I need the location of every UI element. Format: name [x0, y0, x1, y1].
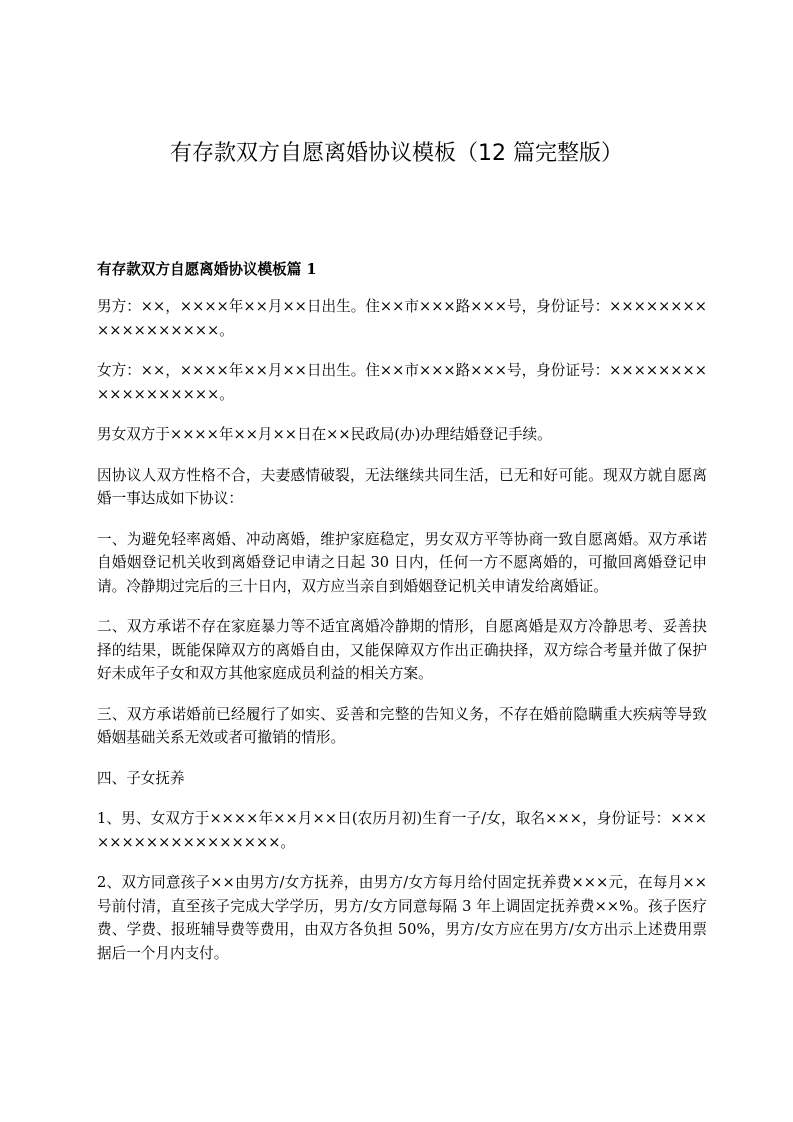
paragraph-clause-2: 二、双方承诺不存在家庭暴力等不适宜离婚冷静期的情形，自愿离婚是双方冷静思考、妥善抉择的结果，既能保障双方的离婚自由，又能保障双方作出正确抉择，双方综合考量并做了保护好未成年子女和双方其他家庭成员利益的相关方案。 — [97, 618, 707, 682]
section-heading: 有存款双方自愿离婚协议模板篇 1 — [97, 261, 317, 278]
paragraph-female-party: 女方：××，××××年××月××日出生。住××市×××路×××号，身份证号：××××××××××××××××××。 — [97, 362, 707, 403]
document-title: 有存款双方自愿离婚协议模板（12 篇完整版） — [170, 141, 623, 166]
paragraph-clause-3: 三、双方承诺婚前已经履行了如实、妥善和完整的告知义务，不存在婚前隐瞒重大疾病等导致婚姻基础关系无效或者可撤销的情形。 — [97, 705, 707, 746]
paragraph-child-item-1: 1、男、女双方于××××年××月××日(农历月初)生育一子/女，取名×××，身份证号：××××××××××××××××××。 — [97, 810, 707, 851]
paragraph-child-item-2: 2、双方同意孩子××由男方/女方抚养，由男方/女方每月给付固定抚养费×××元，在每月××号前付清，直至孩子完成大学学历，男方/女方同意每隔 3 年上调固定抚养费××%。孩子医疗费、学费、报班辅导费等费用，由双方各负担 50%，男方/女方应在男方/女方出示上述费用票据后一个月内支付。 — [97, 874, 707, 962]
document-body — [97, 258, 707, 982]
paragraph-male-party: 男方：××，××××年××月××日出生。住××市×××路×××号，身份证号：××××××××××××××××××。 — [97, 298, 707, 339]
paragraph-clause-4-heading: 四、子女抚养 — [97, 769, 185, 787]
paragraph-marriage-registration: 男女双方于××××年××月××日在××民政局(办)办理结婚登记手续。 — [97, 426, 552, 443]
paragraph-reason: 因协议人双方性格不合，夫妻感情破裂，无法继续共同生活，已无和好可能。现双方就自愿离婚一事达成如下协议： — [97, 466, 707, 507]
paragraph-clause-1: 一、为避免轻率离婚、冲动离婚，维护家庭稳定，男女双方平等协商一致自愿离婚。双方承诺自婚姻登记机关收到离婚登记申请之日起 30 日内，任何一方不愿离婚的，可撤回离婚登记申请。冷静期过完后的三十日内，双方应当亲自到婚姻登记机关申请发给离婚证。 — [97, 530, 707, 595]
